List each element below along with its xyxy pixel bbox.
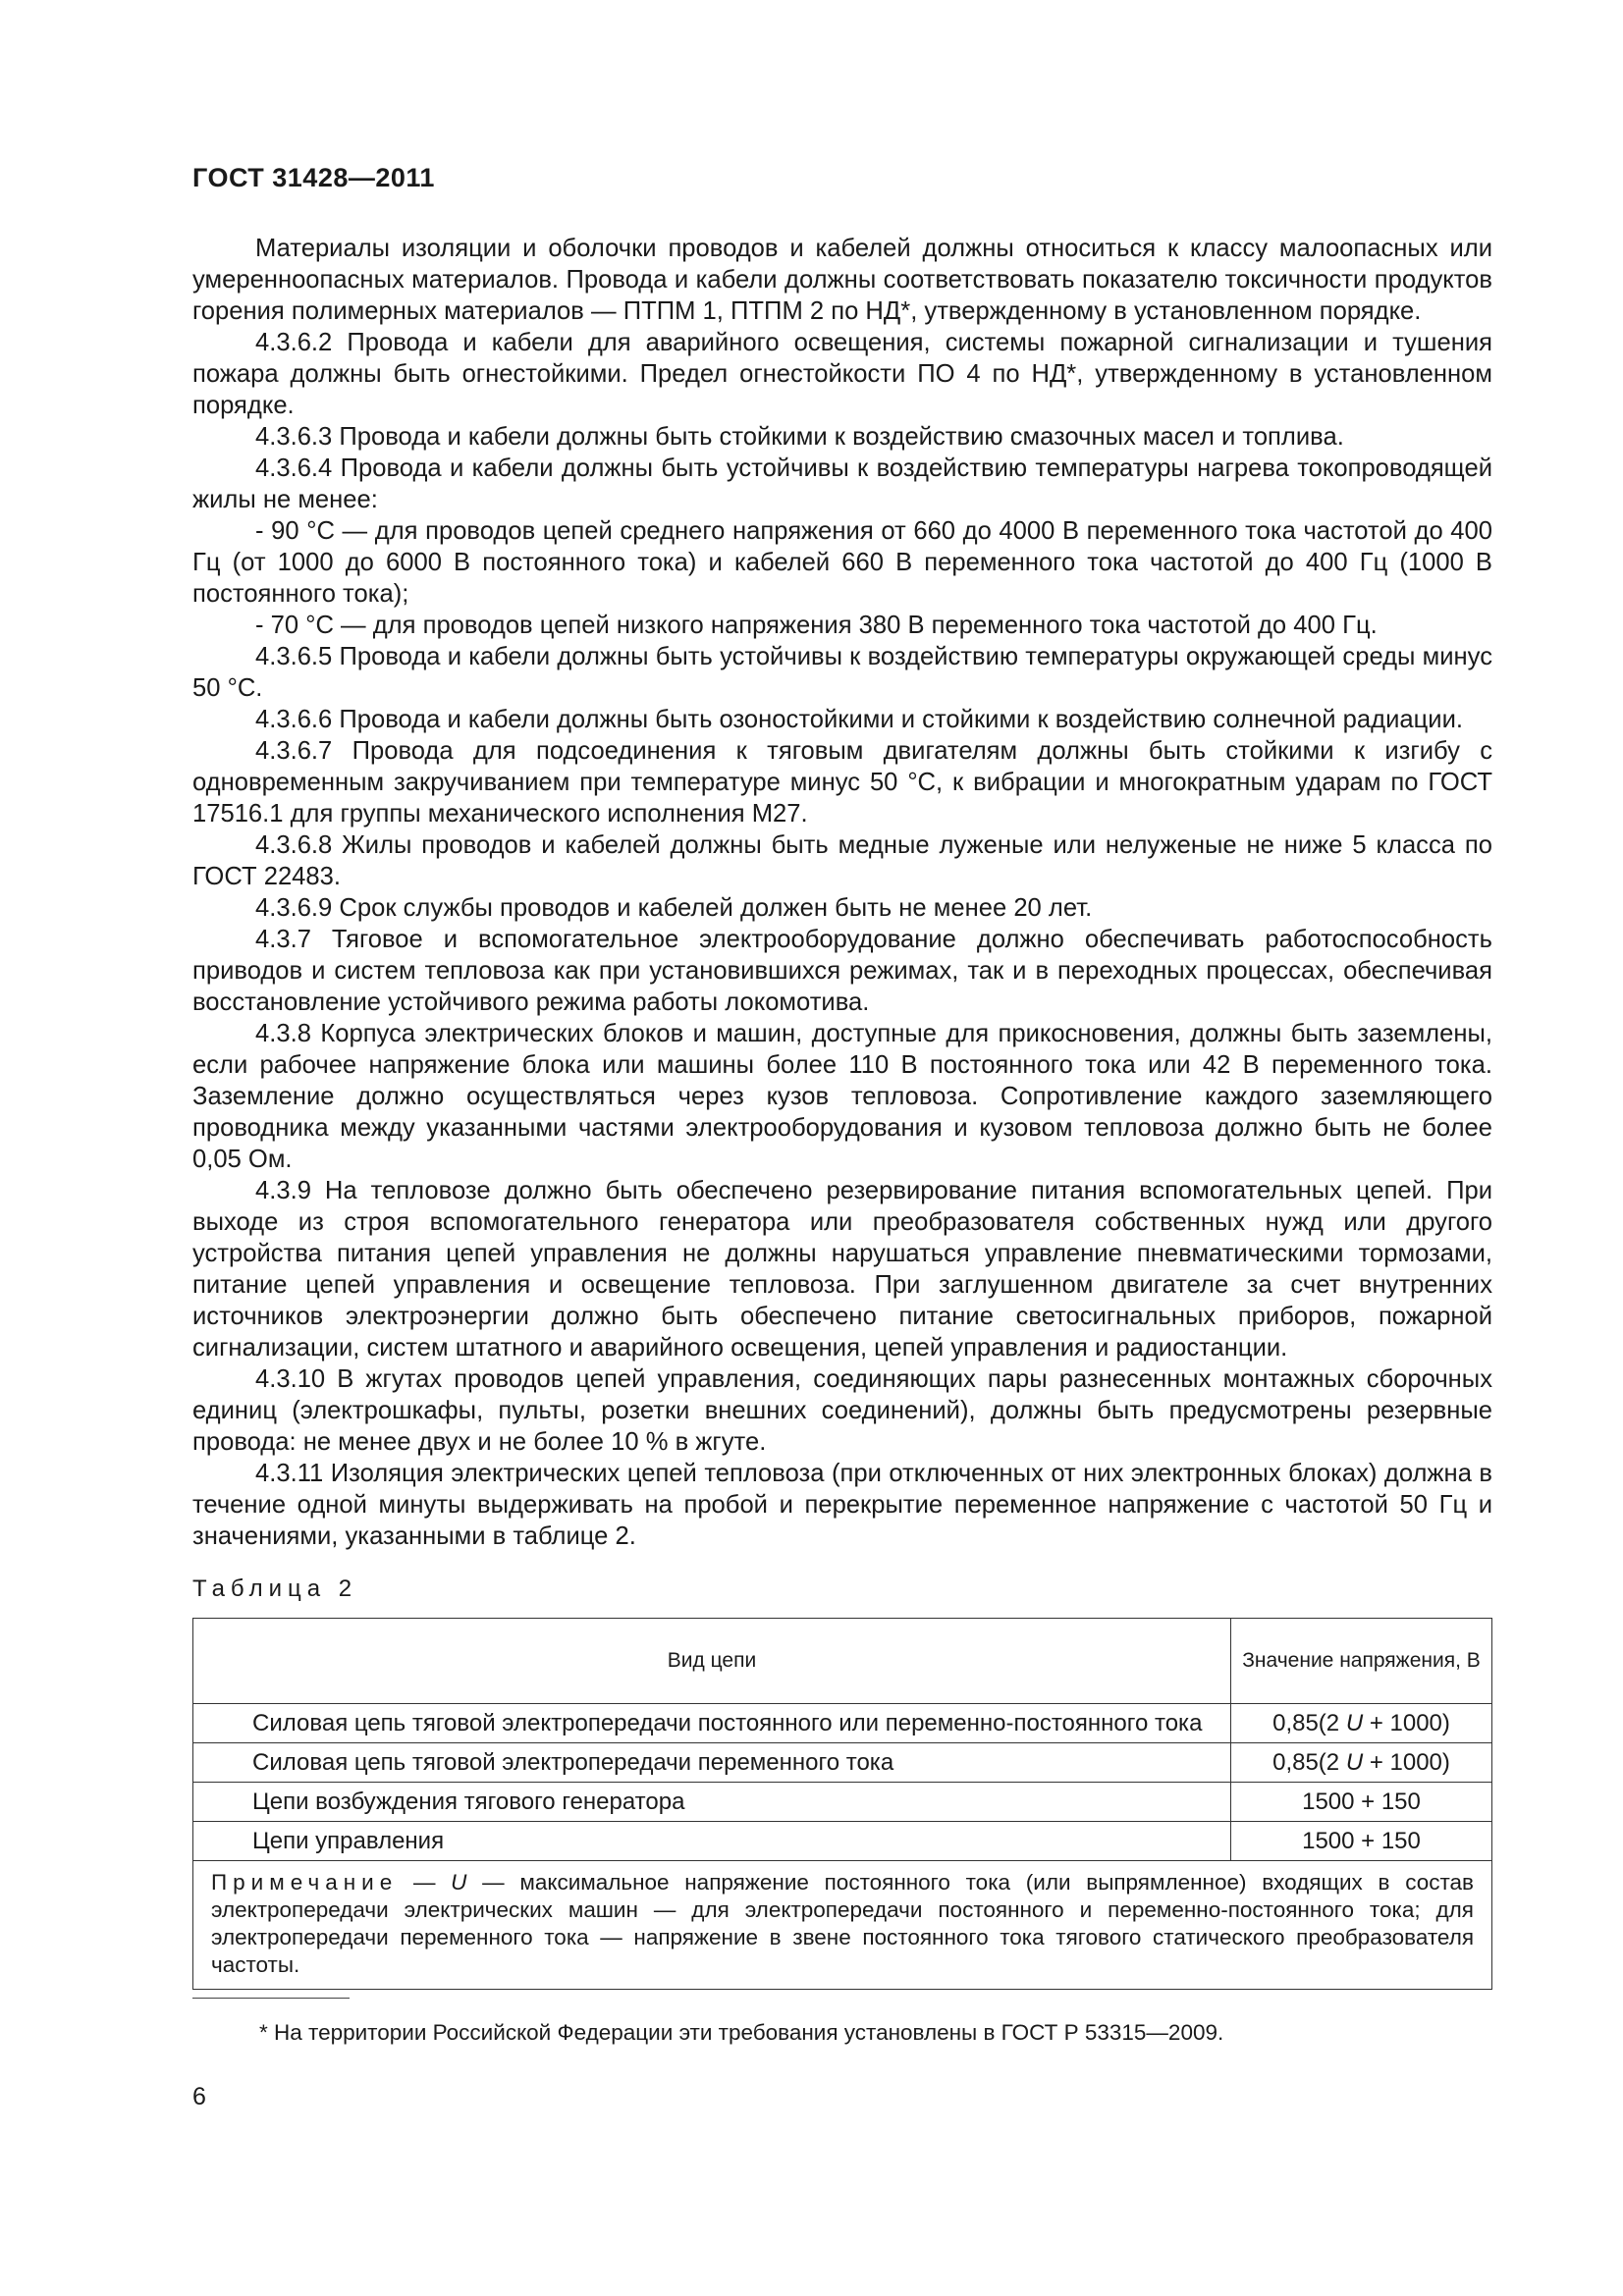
- paragraph: 4.3.8 Корпуса электрических блоков и машин, доступные для прикосновения, должны быть заземлены, если рабочее напряжение блока или машины более 110 В постоянного тока или 42 В переменного тока. Заземление должно осуществляться через кузов тепловоза. Сопротивление каждого заземляющего проводника между указанными частями электрооборудования и кузовом тепловоза должно быть не более 0,05 Ом.: [192, 1020, 1492, 1173]
- table-title: Таблица 2: [192, 1575, 358, 1602]
- value-part: 0,85(2: [1272, 1709, 1346, 1736]
- cell-circuit: Цепи управления: [193, 1822, 1231, 1861]
- footnote-divider: [192, 1998, 350, 1999]
- paragraph: Материалы изоляции и оболочки проводов и кабелей должны относиться к классу малоопасных или умеренноопасных материалов. Провода и кабели должны соответствовать показателю токсичности продуктов горения полимерных материалов — ПТПМ 1, ПТПМ 2 по НД*, утвержденному в установленном порядке.: [192, 235, 1492, 325]
- note-text: — максимальное напряжение постоянного тока (или выпрямленное) входящих в состав электропередачи электрических машин — для электропередачи постоянного и переменно-постоянного тока; для электропередачи переменного тока — напряжение в звене постоянного тока тягового статического преобразователя частоты.: [211, 1870, 1474, 1977]
- note-label: Примечание: [211, 1870, 399, 1895]
- table-note: [193, 1861, 1492, 1990]
- table-note-row: [193, 1861, 1492, 1990]
- note-dash: —: [398, 1870, 452, 1895]
- value-part: 0,85(2: [1272, 1748, 1346, 1776]
- cell-value: [1231, 1743, 1492, 1783]
- paragraph: 4.3.6.4 Провода и кабели должны быть устойчивы к воздействию температуры нагрева токопроводящей жилы не менее:: [192, 454, 1492, 513]
- paragraph: 4.3.6.6 Провода и кабели должны быть озоностойкими и стойкими к воздействию солнечной радиации.: [255, 706, 1463, 733]
- paragraph: 4.3.9 На тепловозе должно быть обеспечено резервирование питания вспомогательных цепей. При выходе из строя вспомогательного генератора или преобразователя собственных нужд или другого устройства питания цепей управления не должны нарушаться управление пневматическими тормозами, питание цепей управления и освещение тепловоза. При заглушенном двигателе за счет внутренних источников электроэнергии должно быть обеспечено питание светосигнальных приборов, пожарной сигнализации, систем штатного и аварийного освещения, цепей управления и радиостанции.: [192, 1177, 1492, 1362]
- value-part: + 1000): [1363, 1748, 1450, 1776]
- paragraph: 4.3.6.2 Провода и кабели для аварийного освещения, системы пожарной сигнализации и тушения пожара должны быть огнестойкими. Предел огнестойкости ПО 4 по НД*, утвержденному в установленном порядке.: [192, 329, 1492, 419]
- document-body: [192, 233, 1492, 1552]
- cell-value: 1500 + 150: [1231, 1822, 1492, 1861]
- value-variable: U: [1345, 1709, 1364, 1736]
- cell-value: [1231, 1704, 1492, 1743]
- table-row: [193, 1822, 1492, 1861]
- paragraph: - 90 °С — для проводов цепей среднего напряжения от 660 до 4000 В переменного тока частотой до 400 Гц (от 1000 до 6000 В постоянного тока) и кабелей 660 В переменного тока частотой до 400 Гц (1000 В постоянного тока);: [192, 517, 1492, 608]
- table-row: [193, 1783, 1492, 1822]
- cell-circuit: Силовая цепь тяговой электропередачи переменного тока: [193, 1743, 1231, 1783]
- table-row: [193, 1704, 1492, 1743]
- voltage-table: [192, 1618, 1492, 1990]
- paragraph: 4.3.6.9 Срок службы проводов и кабелей должен быть не менее 20 лет.: [255, 894, 1093, 922]
- value-part: + 1000): [1363, 1709, 1450, 1736]
- table-row: [193, 1743, 1492, 1783]
- paragraph: - 70 °С — для проводов цепей низкого напряжения 380 В переменного тока частотой до 400 Гц.: [255, 612, 1378, 639]
- value-variable: U: [1345, 1748, 1364, 1776]
- document-header: ГОСТ 31428—2011: [192, 163, 435, 192]
- cell-value: 1500 + 150: [1231, 1783, 1492, 1822]
- page-number: 6: [192, 2083, 206, 2110]
- paragraph: 4.3.7 Тяговое и вспомогательное электрооборудование должно обеспечивать работоспособность приводов и систем тепловоза как при установившихся режимах, так и в переходных процессах, обеспечивая восстановление устойчивого режима работы локомотива.: [192, 926, 1492, 1016]
- paragraph: 4.3.10 В жгутах проводов цепей управления, соединяющих пары разнесенных монтажных сборочных единиц (электрошкафы, пульты, розетки внешних соединений), должны быть предусмотрены резервные провода: не менее двух и не более 10 % в жгуте.: [192, 1365, 1492, 1456]
- paragraph: 4.3.6.5 Провода и кабели должны быть устойчивы к воздействию температуры окружающей среды минус 50 °С.: [192, 643, 1492, 702]
- note-variable: U: [451, 1870, 467, 1895]
- cell-circuit: Силовая цепь тяговой электропередачи постоянного или переменно-постоянного тока: [193, 1704, 1231, 1743]
- column-header-value: Значение напряжения, В: [1231, 1619, 1492, 1704]
- column-header-type: Вид цепи: [193, 1619, 1231, 1704]
- footnote: * На территории Российской Федерации эти требования установлены в ГОСТ Р 53315—2009.: [259, 2020, 1224, 2045]
- cell-circuit: Цепи возбуждения тягового генератора: [193, 1783, 1231, 1822]
- paragraph: 4.3.11 Изоляция электрических цепей тепловоза (при отключенных от них электронных блоках) должна в течение одной минуты выдерживать на пробой и перекрытие переменное напряжение с частотой 50 Гц и значениями, указанными в таблице 2.: [192, 1460, 1492, 1550]
- paragraph: 4.3.6.7 Провода для подсоединения к тяговым двигателям должны быть стойкими к изгибу с одновременным закручиванием при температуре минус 50 °С, к вибрации и многократным ударам по ГОСТ 17516.1 для группы механического исполнения М27.: [192, 737, 1492, 828]
- table-header-row: [193, 1619, 1492, 1704]
- paragraph: 4.3.6.3 Провода и кабели должны быть стойкими к воздействию смазочных масел и топлива.: [255, 423, 1344, 451]
- paragraph: 4.3.6.8 Жилы проводов и кабелей должны быть медные луженые или нелуженые не ниже 5 класса по ГОСТ 22483.: [192, 831, 1492, 890]
